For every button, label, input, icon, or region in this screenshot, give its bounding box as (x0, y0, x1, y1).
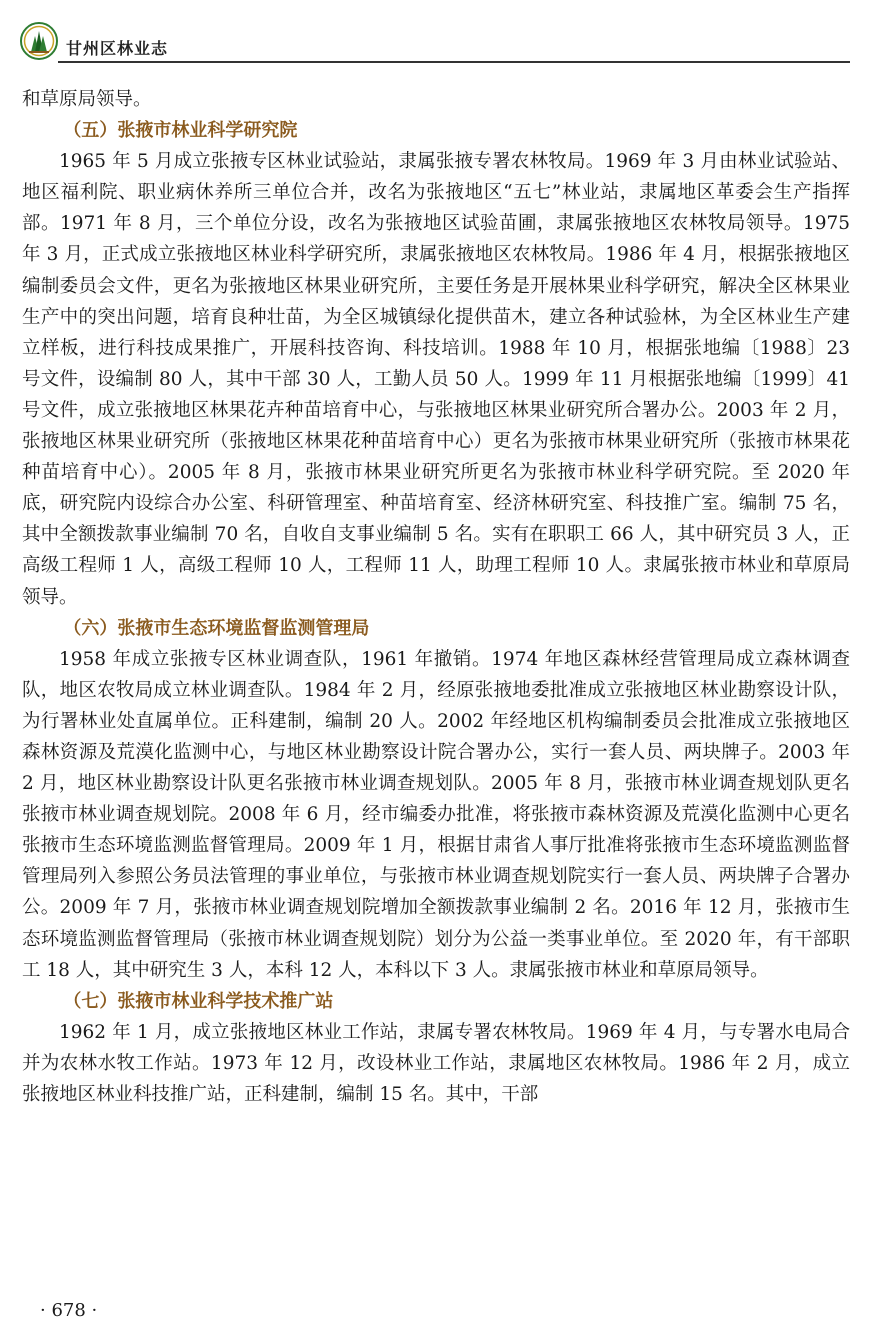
paragraph: 1965 年 5 月成立张掖专区林业试验站，隶属张掖专署农林牧局。1969 年 3 月由林业试验站、地区福利院、职业病休养所三单位合并，改名为张掖地区“五七”林业站，隶属地区革委会生产指挥部。1971 年 8 月，三个单位分设，改名为张掖地区试验苗圃，隶属张掖地区农林牧局领导。1975 年 3 月，正式成立张掖地区林业科学研究所，隶属张掖地区农林牧局。1986 年 4 月，根据张掖地区编制委员会文件，更名为张掖地区林果业研究所，主要任务是开展林果业科学研究，解决全区林果业生产中的突出问题，培育良种壮苗，为全区城镇绿化提供苗木，建立各种试验林，为全区林业生产建立样板，进行科技成果推广，开展科技咨询、科技培训。1988 年 10 月，根据张地编〔1988〕23 号文件，设编制 80 人，其中干部 30 人，工勤人员 50 人。1999 年 11 月根据张地编〔1999〕41 号文件，成立张掖地区林果花卉种苗培育中心，与张掖地区林果业研究所合署办公。2003 年 2 月，张掖地区林果业研究所（张掖地区林果花种苗培育中心）更名为张掖市林果业研究所（张掖市林果花种苗培育中心）。2005 年 8 月，张掖市林果业研究所更名为张掖市林业科学研究院。至 2020 年底，研究院内设综合办公室、科研管理室、种苗培育室、经济林研究室、科技推广室。编制 75 名，其中全额拨款事业编制 70 名，自收自支事业编制 5 名。实有在职职工 66 人，其中研究员 3 人，正高级工程师 1 人，高级工程师 10 人，工程师 11 人，助理工程师 10 人。隶属张掖市林业和草原局领导。 (22, 151, 850, 608)
header-title: 甘州区林业志 (66, 39, 169, 58)
page-body (22, 84, 850, 1110)
section-heading: （六）张掖市生态环境监督监测管理局 (63, 617, 370, 639)
section-heading: （五）张掖市林业科学研究院 (63, 120, 298, 142)
paragraph: 1958 年成立张掖专区林业调查队，1961 年撤销。1974 年地区森林经营管理局成立森林调查队，地区农牧局成立林业调查队。1984 年 2 月，经原张掖地委批准成立张掖地区林业勘察设计队，为行署林业处直属单位。正科建制，编制 20 人。2002 年经地区机构编制委员会批准成立张掖地区森林资源及荒漠化监测中心，与地区林业勘察设计院合署办公，实行一套人员、两块牌子。2003 年 2 月，地区林业勘察设计队更名张掖市林业调查规划队。2005 年 8 月，张掖市林业调查规划队更名张掖市林业调查规划院。2008 年 6 月，经市编委办批准，将张掖市森林资源及荒漠化监测中心更名张掖市生态环境监测监督管理局。2009 年 1 月，根据甘肃省人事厅批准将张掖市生态环境监测监督管理局列入参照公务员法管理的事业单位，与张掖市林业调查规划院实行一套人员、两块牌子合署办公。2009 年 7 月，张掖市林业调查规划院增加全额拨款事业编制 2 名。2016 年 12 月，张掖市生态环境监测监督管理局（张掖市林业调查规划院）划分为公益一类事业单位。至 2020 年，有干部职工 18 人，其中研究生 3 人，本科 12 人，本科以下 3 人。隶属张掖市林业和草原局领导。 (22, 648, 850, 981)
paragraph: 1962 年 1 月，成立张掖地区林业工作站，隶属专署农林牧局。1969 年 4 月，与专署水电局合并为农林水牧工作站。1973 年 12 月，改设林业工作站，隶属地区农林牧局。1986 年 2 月，成立张掖地区林业科技推广站，正科建制，编制 15 名。其中，干部 (22, 1021, 850, 1105)
forest-tree-logo-icon (20, 22, 58, 60)
header-divider (58, 61, 850, 63)
page-number: · 678 · (40, 1300, 98, 1321)
page-header (20, 22, 850, 64)
section-heading: （七）张掖市林业科学技术推广站 (63, 990, 334, 1012)
paragraph: 和草原局领导。 (22, 89, 152, 110)
